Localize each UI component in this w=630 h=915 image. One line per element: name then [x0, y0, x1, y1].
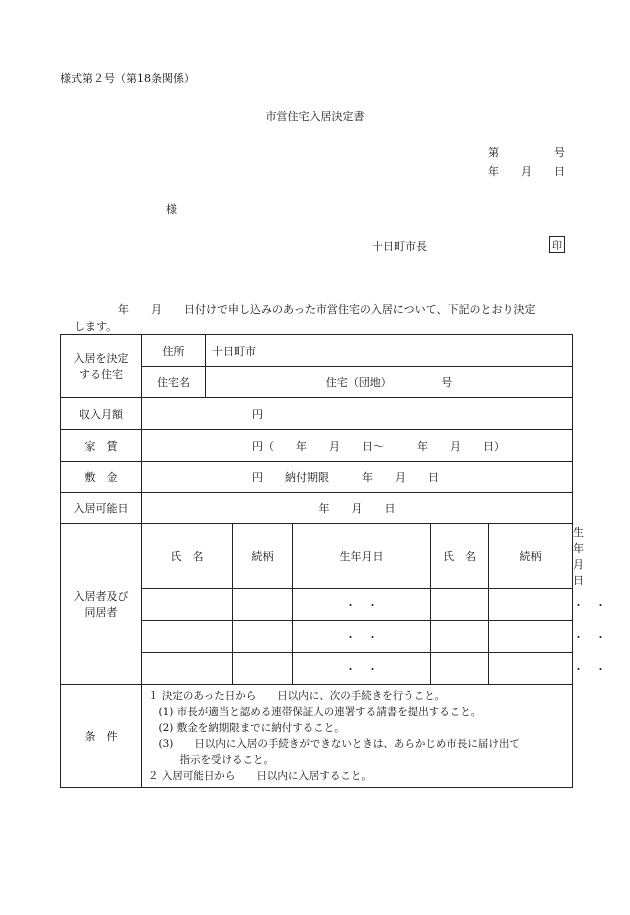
income-label: 収入月額: [61, 398, 142, 430]
condition-line: (1) 市長が適当と認める連帯保証人の連署する請書を提出すること。: [148, 706, 482, 718]
conditions-text: [142, 685, 573, 788]
issuer-name: 十日町市長: [372, 240, 427, 253]
document-title: 市営住宅入居決定書: [265, 110, 365, 123]
col-birth-1: 生年月日: [293, 524, 431, 589]
recipient-suffix: 様: [166, 203, 177, 216]
condition-line: １ 決定のあった日から 日以内に、次の手続きを行うこと。: [148, 690, 446, 702]
birth-dots: ・ ・: [293, 653, 431, 685]
seal-mark: 印: [549, 236, 565, 253]
document-number: 第 号: [488, 146, 565, 159]
house-name-value: 住宅（団地） 号: [206, 367, 573, 398]
deposit-label: 敷 金: [61, 462, 142, 493]
house-name-label: 住宅名: [142, 367, 206, 398]
condition-line: ２ 入居可能日から 日以内に入居すること。: [148, 770, 372, 782]
income-value: 円: [142, 398, 573, 430]
move-in-value: 年 月 日: [142, 493, 573, 524]
birth-dots: ・ ・: [293, 589, 431, 621]
intro-line-2: します。: [74, 320, 118, 333]
condition-line: (3) 日以内に入居の手続きができないときは、あらかじめ市長に届け出て: [148, 738, 520, 750]
move-in-label: 入居可能日: [61, 493, 142, 524]
col-name-1: 氏 名: [142, 524, 233, 589]
condition-line: 指示を受けること。: [148, 754, 274, 766]
address-value: 十日町市: [206, 335, 573, 367]
resident-row: ・ ・ ・ ・: [61, 653, 573, 685]
document-date: 年 月 日: [488, 165, 565, 178]
decision-table: 入居を決定 する住宅 住所 十日町市 住宅名 住宅（団地） 号 収入月額 円 家 賃 円（ 年 月 日～ 年 月 日） 敷 金 円 納付期限 年 月 日 入居可能日 年 月 日 入居者及び 同居者 氏 名 続柄 生年月日 氏 名 続柄 生年月日 ・ ・ ・ ・ ・ ・ ・ ・ ・ ・ ・ ・ 条 件 １ 決定のあった日から 日以内に、次の手続きを行うこと。 (1) 市長が適当と認める連帯保証人の連署する請書を提出すること。 (2) 敷金を納期限までに納付すること。 (3) 日以内に入居の手続きができないときは、あらかじめ市長に届け出て 指示を受けること。 ２ 入居可能日から 日以内に入居すること。: [60, 334, 573, 788]
birth-dots: ・ ・: [293, 621, 431, 653]
residents-label: 入居者及び 同居者: [61, 524, 142, 685]
col-relation-2: 続柄: [489, 524, 573, 589]
col-name-2: 氏 名: [431, 524, 489, 589]
resident-row: ・ ・ ・ ・: [61, 589, 573, 621]
conditions-label: 条 件: [61, 685, 142, 788]
intro-line-1: 年 月 日付けで申し込みのあった市営住宅の入居について、下記のとおり決定: [118, 303, 536, 316]
address-label: 住所: [142, 335, 206, 367]
rent-label: 家 賃: [61, 430, 142, 462]
deposit-value: 円 納付期限 年 月 日: [142, 462, 573, 493]
form-number: 様式第２号（第18条関係）: [60, 72, 195, 85]
resident-row: ・ ・ ・ ・: [61, 621, 573, 653]
col-relation-1: 続柄: [233, 524, 293, 589]
housing-label: 入居を決定 する住宅: [61, 335, 142, 398]
rent-value: 円（ 年 月 日～ 年 月 日）: [142, 430, 573, 462]
condition-line: (2) 敷金を納期限までに納付すること。: [148, 722, 345, 734]
